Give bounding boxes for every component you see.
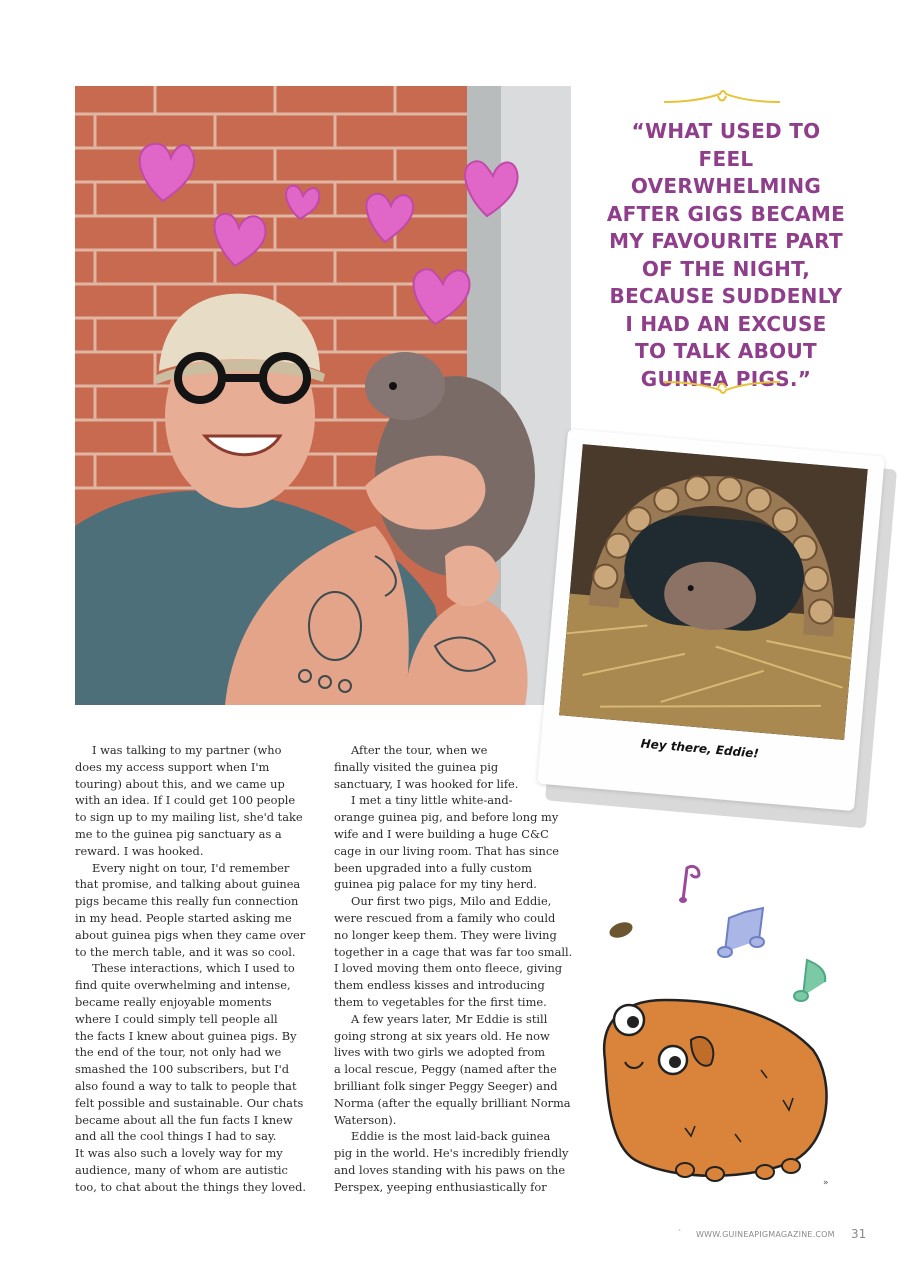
text-line: too, to chat about the things they loved. (75, 1179, 306, 1194)
text-line: pigs became this really fun connection (75, 894, 299, 909)
article-column-2 (334, 742, 573, 1196)
text-line: became really enjoyable moments (75, 994, 272, 1009)
text-line: been upgraded into a fully custom (334, 860, 532, 875)
flourish-bottom-icon (662, 376, 782, 396)
pull-quote-line: FEEL OVERWHELMING (630, 146, 822, 198)
text-line: does my access support when I'm (75, 759, 270, 774)
text-line: A few years later, Mr Eddie is still (351, 1011, 548, 1026)
text-line: were rescued from a family who could (334, 910, 556, 925)
pull-quote-line: I HAD AN EXCUSE (625, 311, 827, 336)
text-line: about guinea pigs when they came over (75, 927, 306, 942)
pull-quote-line: TO TALK ABOUT (635, 339, 817, 363)
text-line: Our first two pigs, Milo and Eddie, (351, 894, 552, 909)
music-note-purple-icon (679, 866, 699, 903)
text-line: where I could simply tell people all (75, 1011, 278, 1026)
text-line: I loved moving them onto fleece, giving (334, 961, 563, 976)
text-line: audience, many of whom are autistic (75, 1162, 288, 1177)
pull-quote-line: AFTER GIGS BECAME (606, 201, 846, 226)
text-line: brilliant folk singer Peggy Seeger) and (334, 1078, 558, 1093)
pull-quote-line: “WHAT USED TO (631, 119, 821, 143)
text-line: I was talking to my partner (who (92, 743, 282, 757)
footer-tick-mark: ` (678, 1229, 682, 1238)
cartoon-guinea-pig-illustration (595, 860, 845, 1190)
text-line: no longer keep them. They were living (334, 927, 557, 942)
text-line: find quite overwhelming and intense, (75, 978, 291, 993)
pull-quote (606, 118, 846, 393)
text-line: them to vegetables for the first time. (334, 994, 547, 1009)
photo-guinea-pig-in-hay (559, 444, 868, 740)
text-line: and loves standing with his paws on the (334, 1162, 566, 1177)
text-line: wife and I were building a huge C&C (334, 826, 549, 841)
food-pellet-icon (607, 919, 634, 940)
pull-quote-line: OF THE NIGHT, (641, 256, 811, 281)
polaroid-photo (559, 444, 868, 740)
text-line: and all the cool things I had to say. (75, 1129, 277, 1144)
text-line: It was also such a lovely way for my (75, 1146, 283, 1161)
text-line: touring) about this, and we came up (75, 776, 285, 791)
text-line: a local rescue, Peggy (named after the (334, 1062, 557, 1077)
text-line: Perspex, yeeping enthusiastically for (334, 1179, 547, 1194)
text-line: going strong at six years old. He now (334, 1028, 550, 1043)
text-line: with an idea. If I could get 100 people (75, 793, 296, 808)
text-line: Norma (after the equally brilliant Norma (334, 1095, 571, 1110)
flourish-top-icon (662, 88, 782, 108)
text-line: to sign up to my mailing list, she'd take (75, 810, 303, 825)
article-column-1 (75, 742, 307, 1196)
text-line: together in a cage that was far too small. (334, 944, 573, 959)
text-line: to the merch table, and it was so cool. (75, 944, 296, 959)
text-line: became about all the fun facts I knew (75, 1112, 293, 1127)
pull-quote-line: MY FAVOURITE PART (609, 229, 843, 253)
main-photo (75, 86, 571, 705)
text-line: also found a way to talk to people that (75, 1078, 297, 1093)
pull-quote-line: GUINEA PIGS.” (640, 366, 812, 391)
text-line: the facts I knew about guinea pigs. By (75, 1028, 297, 1043)
text-line: lives with two girls we adopted from (334, 1045, 546, 1060)
text-line: cage in our living room. That has since (334, 843, 559, 858)
text-line: guinea pig palace for my tiny herd. (334, 877, 537, 892)
text-line: in my head. People started asking me (75, 910, 292, 925)
text-line: After the tour, when we (351, 743, 488, 757)
text-line: pig in the world. He's incredibly friendly (334, 1146, 569, 1161)
polaroid-frame (537, 429, 885, 811)
text-line: the end of the tour, not only had we (75, 1045, 282, 1060)
text-line: me to the guinea pig sanctuary as a (75, 826, 282, 841)
text-line: them endless kisses and introducing (334, 978, 545, 993)
pull-quote-line: BECAUSE SUDDENLY (609, 284, 843, 308)
text-line: smashed the 100 subscribers, but I'd (75, 1062, 290, 1077)
photo-person-holding-guinea-pig (75, 86, 571, 705)
text-line: These interactions, which I used to (92, 961, 295, 976)
polaroid-caption: Hey there, Eddie! (640, 736, 760, 761)
text-line: Every night on tour, I'd remember (92, 860, 290, 875)
text-line: I met a tiny little white-and- (351, 793, 513, 808)
continue-arrow-icon: » (823, 1178, 829, 1188)
music-note-green-icon (794, 960, 825, 1001)
footer-url: WWW.GUINEAPIGMAGAZINE.COM (696, 1230, 835, 1239)
text-line: Eddie is the most laid-back guinea (351, 1129, 551, 1144)
text-line: finally visited the guinea pig (334, 759, 499, 774)
text-line: orange guinea pig, and before long my (334, 810, 559, 825)
music-note-blue-icon (718, 908, 764, 957)
text-line: felt possible and sustainable. Our chats (75, 1095, 304, 1110)
text-line: reward. I was hooked. (75, 843, 204, 858)
text-line: sanctuary, I was hooked for life. (334, 776, 519, 791)
page-number: 31 (851, 1227, 867, 1241)
text-line: that promise, and talking about guinea (75, 877, 301, 892)
text-line: Waterson). (334, 1112, 397, 1127)
